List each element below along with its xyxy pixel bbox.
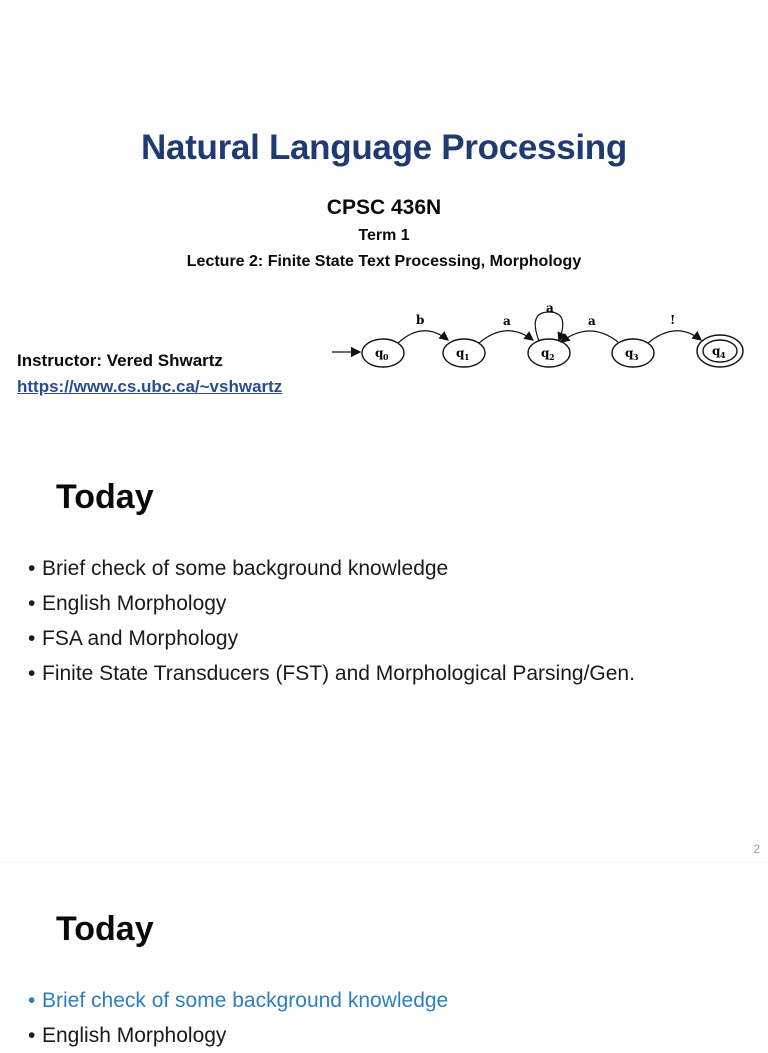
list-item: • English Morphology [28,592,227,615]
page-number: 2 [753,842,760,856]
fsa-diagram [328,300,748,380]
term-label: Term 1 [358,227,410,244]
transition-q3-q2 [561,331,618,342]
svg-text:q: q [541,346,550,360]
list-item: • FSA and Morphology [28,627,239,650]
fsa-state-q1 [443,339,485,367]
list-item: • Finite State Transducers (FST) and Morphological Parsing/Gen. [28,662,635,685]
title-slide [0,0,768,432]
transition-label-exclaim: ! [670,313,676,327]
agenda-list [28,551,635,691]
svg-text:3: 3 [633,352,639,362]
transition-label-a1: a [503,314,511,328]
fsa-state-q3 [612,339,654,367]
slide-title: Natural Language Processing [141,128,627,167]
agenda-slide-highlighted [0,862,768,1047]
lecture-title: Lecture 2: Finite State Text Processing, Morphology [186,253,582,270]
transition-label-a2: a [588,314,596,328]
svg-text:q: q [456,346,465,360]
fsa-state-q2 [528,339,570,367]
transition-q2-loop [535,312,563,341]
svg-text:4: 4 [720,350,726,360]
agenda-slide [0,432,768,863]
list-item: • English Morphology [28,1024,227,1047]
slide-heading: Today [56,910,154,948]
course-code: CPSC 436N [326,196,442,219]
svg-text:2: 2 [549,352,555,362]
list-item: • Brief check of some background knowledge [28,557,449,580]
agenda-list [28,983,448,1053]
slide-heading: Today [56,478,154,516]
svg-text:1: 1 [464,352,470,362]
svg-text:q: q [625,346,634,360]
svg-text:0: 0 [383,352,389,362]
transition-q0-q1 [398,331,448,343]
svg-text:q: q [712,344,721,358]
transition-label-b: b [416,313,425,327]
list-item-highlighted: • Brief check of some background knowledge [28,989,449,1012]
instructor-name: Instructor: Vered Shwartz [17,351,223,370]
transition-q1-q2 [479,331,533,343]
transition-label-a-loop: a [546,301,554,315]
fsa-state-q0 [362,339,404,367]
instructor-url-link[interactable]: https://www.cs.ubc.ca/~vshwartz [17,377,283,396]
svg-text:q: q [375,346,384,360]
transition-q3-q4 [648,331,701,343]
fsa-state-q4-accept [697,335,743,367]
